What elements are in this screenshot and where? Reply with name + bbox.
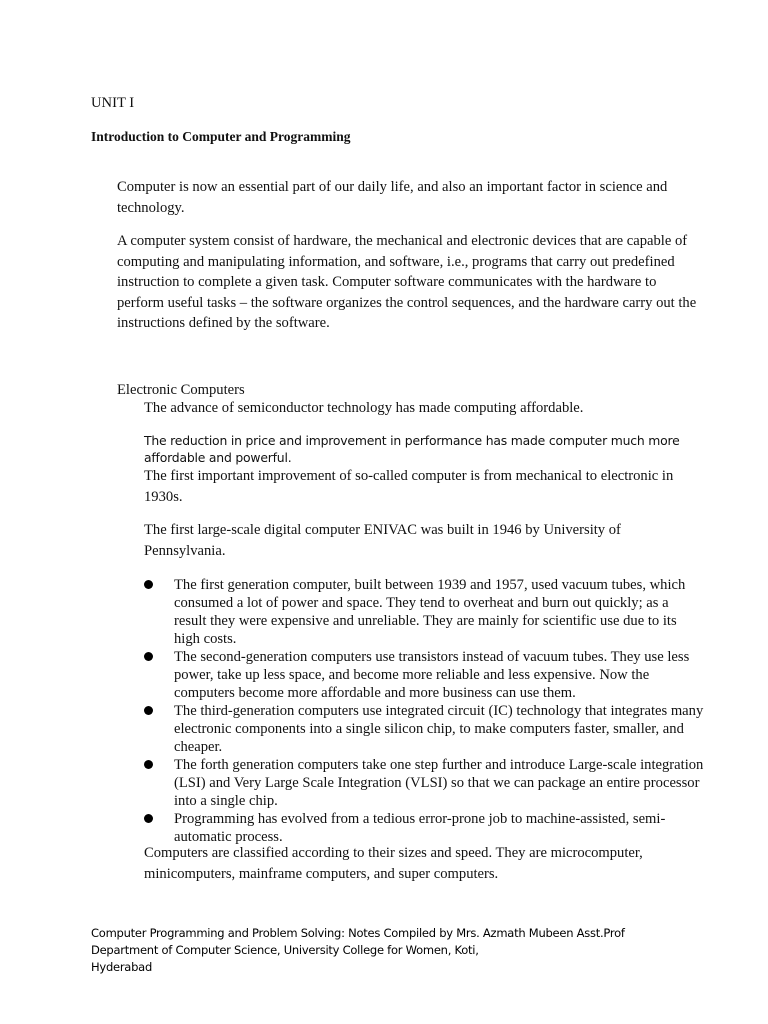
list-item: [144, 810, 704, 846]
footer-line-1: Computer Programming and Problem Solving: Notes Compiled by Mrs. Azmath Mubeen Asst.Prof: [91, 926, 625, 940]
intro-paragraph-1: Computer is now an essential part of our daily life, and also an important factor in science and technology.: [117, 179, 668, 216]
intro-paragraph-2: A computer system consist of hardware, the mechanical and electronic devices that are capable of computing and manipulating information, and software, i.e., programs that carry out predefined instruction to complete a given task. Computer software communicates with the hardware to perform useful tasks – the software organizes the control sequences, and the hardware carry out the instructions defined by the software.: [117, 233, 697, 331]
list-item: [144, 756, 704, 810]
section-line-1: The advance of semiconductor technology has made computing affordable.: [144, 400, 584, 416]
list-item: [144, 702, 704, 756]
footer-line-3: Hyderabad: [91, 960, 152, 974]
page-title: Introduction to Computer and Programming: [91, 129, 351, 144]
section-line-3: The first important improvement of so-called computer is from mechanical to electronic in 1930s.: [144, 468, 674, 505]
list-item-text: The forth generation computers take one step further and introduce Large-scale integration (LSI) and Very Large Scale Integration (VLSI) so that we can package an entire processor into a single chip.: [174, 757, 704, 809]
list-item-text: The first generation computer, built between 1939 and 1957, used vacuum tubes, which consumed a lot of power and space. They tend to overheat and burn out quickly; as a result they were expensive and unreliable. They are mainly for scientific use due to its high costs.: [174, 577, 686, 647]
bullet-icon: [144, 814, 153, 823]
section-sans-paragraph: The reduction in price and improvement in performance has made computer much more affordable and powerful.: [144, 433, 680, 465]
list-item-text: The second-generation computers use transistors instead of vacuum tubes. They use less power, take up less space, and become more reliable and less expensive. Now the computers become more affordable and more business can use them.: [174, 649, 690, 701]
footer-line-2: Department of Computer Science, University College for Women, Koti,: [91, 943, 479, 957]
page-footer: [91, 925, 711, 976]
bullet-icon: [144, 652, 153, 661]
bullet-icon: [144, 706, 153, 715]
list-item-text: Programming has evolved from a tedious error-prone job to machine-assisted, semi-automatic process.: [174, 811, 666, 845]
bullet-icon: [144, 580, 153, 589]
unit-label: UNIT I: [91, 95, 135, 111]
list-item: [144, 648, 704, 702]
generation-bullet-list: [144, 576, 704, 846]
list-item-text: The third-generation computers use integrated circuit (IC) technology that integrates many electronic components into a single silicon chip, to make computers faster, smaller, and cheaper.: [174, 703, 704, 755]
bullet-icon: [144, 760, 153, 769]
section-heading: Electronic Computers: [117, 382, 245, 398]
list-item: [144, 576, 704, 648]
closing-paragraph: Computers are classified according to their sizes and speed. They are microcomputer, minicomputers, mainframe computers, and super computers.: [144, 845, 643, 882]
section-line-4: The first large-scale digital computer ENIVAC was built in 1946 by University of Pennsylvania.: [144, 522, 621, 559]
